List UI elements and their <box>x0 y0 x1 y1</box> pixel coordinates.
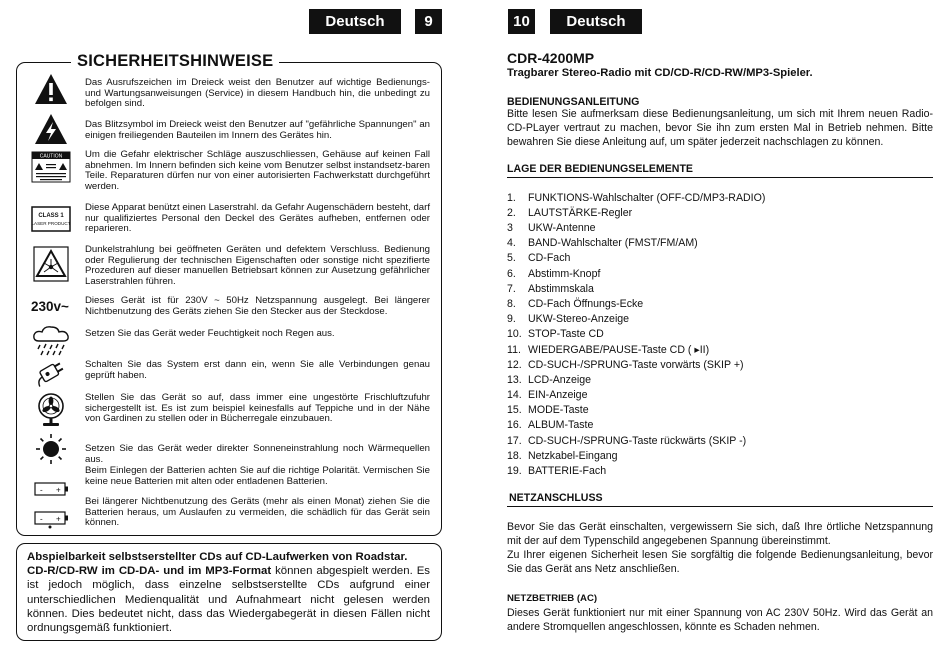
plug-icon <box>26 356 76 388</box>
voltage-230v-icon: 230v~ <box>31 299 69 314</box>
mains-heading: NETZBETRIEB (AC) <box>507 593 598 604</box>
safety-item-laser-radiation: Dunkelstrahlung bei geöffneten Geräten und defektem Verschluss. Bedienung oder Regulierung der technischen Eigenschaften oder sonstige nicht spezifierte Prozeduren auf dieser manuellen Betriebsart können zur Ausetzung gefährlicher Laserstrahlen führen. <box>85 244 430 287</box>
language-tab-left: Deutsch <box>309 9 401 34</box>
power-text-1: Bevor Sie das Gerät einschalten, vergewissern Sie sich, daß Ihre örtliche Netzspannung mit der auf dem Typenschild angegebenen Spannung übereinstimmt. <box>507 521 933 547</box>
control-item: 9. UKW-Stereo-Anzeige <box>507 313 630 325</box>
instructions-text: Bitte lesen Sie aufmerksam diese Bedienungsanleitung, um sich mit Ihrem neuen Radio-CD-PLayer vertraut zu machen, bevor Sie ihn zum ersten Mal in Betrieb nehmen. Bitte bewahren Sie diese Anleitung auf, um später jederzeit nachschlagen zu können. <box>507 108 933 148</box>
model-name: CDR-4200MP <box>507 50 595 66</box>
safety-title: SICHERHEITSHINWEISE <box>71 52 279 71</box>
safety-item-battery-removal: Bei längerer Nichtbenutzung des Geräts (mehr als einen Monat) ziehen Sie die Batterien heraus, um Auslaufen zu vermeiden, die schädlich für das Gerät sein können. <box>85 496 430 529</box>
mains-text: Dieses Gerät funktioniert nur mit einer Spannung von AC 230V 50Hz. Wird das Gerät an andere Stromquellen angeschlossen, könnte es Schaden nehmen. <box>507 607 933 633</box>
safety-item-lightning: Das Blitzsymbol im Dreieck weist den Benutzer auf "gefährliche Spannungen" an einigen freiliegenden Bauteilen im Innern des Gerätes hin. <box>85 119 430 141</box>
control-item: 11. WIEDERGABE/PAUSE-Taste CD ( ▸II) <box>507 344 710 356</box>
svg-text:-: - <box>40 485 43 495</box>
control-item: 3 UKW-Antenne <box>507 222 596 234</box>
exclamation-triangle-icon <box>26 72 76 106</box>
control-item: 14. EIN-Anzeige <box>507 389 588 401</box>
control-item: 6. Abstimm-Knopf <box>507 268 601 280</box>
sun-icon <box>26 432 76 466</box>
control-item: 8. CD-Fach Öffnungs-Ecke <box>507 298 644 310</box>
control-item: 4. BAND-Wahlschalter (FMST/FM/AM) <box>507 237 698 249</box>
cd-notice-text: können abgespielt werden. Es ist jedoch möglich, dass einzelne selbstserstellte CDs aufgrund einer unterschiedlichen Medienqualität und Aufnahmeart nicht gelesen werden können. Dies bedeutet nicht, dass das Wiedergabegerät in diesen Fällen nicht ordnungsgemäß funktioniert. <box>27 565 430 635</box>
product-subtitle: Tragbarer Stereo-Radio mit CD/CD-R/CD-RW/MP3-Spieler. <box>507 67 813 79</box>
fan-icon <box>26 390 76 428</box>
svg-text:LASER PRODUCT: LASER PRODUCT <box>31 221 71 226</box>
power-text-2: Zu Ihrer eigenen Sicherheit lesen Sie sorgfältig die folgende Bedienungsanleitung, bevor Sie das Gerät ans Netz anschließen. <box>507 549 933 575</box>
control-item: 2. LAUTSTÄRKE-Regler <box>507 207 633 219</box>
instructions-heading: BEDIENUNGSANLEITUNG <box>507 96 640 108</box>
laser-radiation-icon <box>26 244 76 284</box>
svg-text:+: + <box>56 485 61 495</box>
svg-text:+: + <box>56 514 61 524</box>
control-item: 1. FUNKTIONS-Wahlschalter (OFF-CD/MP3-RADIO) <box>507 192 766 204</box>
lightning-triangle-icon <box>26 113 76 145</box>
control-item: 16. ALBUM-Taste <box>507 419 594 431</box>
control-item: 17. CD-SUCH-/SPRUNG-Taste rückwärts (SKIP -) <box>507 435 747 447</box>
language-tab-right: Deutsch <box>550 9 642 34</box>
controls-heading: LAGE DER BEDIENUNGSELEMENTE <box>507 163 693 175</box>
safety-item-connections: Schalten Sie das System erst dann ein, wenn Sie alle Verbindungen genau geprüft haben. <box>85 359 430 381</box>
safety-item-battery-polarity: Beim Einlegen der Batterien achten Sie auf die richtige Polarität. Vermischen Sie keine neue Batterien mit alten oder entladenen Batterien. <box>85 465 430 487</box>
battery-polarity-icon <box>28 478 74 500</box>
cd-notice-body <box>27 564 430 635</box>
svg-text:CAUTION: CAUTION <box>39 153 63 160</box>
controls-heading-rule <box>507 177 933 178</box>
safety-item-ventilation: Stellen Sie das Gerät so auf, dass immer eine ungestörte Frischluftzufuhr sichergestellt ist. Es ist zum beispiel keinesfalls auf Teppiche und in der Nähe von Gardinen zu stellen oder in Bücherregale einzubauen. <box>85 392 430 425</box>
control-item: 10. STOP-Taste CD <box>507 328 604 340</box>
class1-laser-label-icon <box>26 204 76 234</box>
safety-item-laser-class: Diese Apparat benützt einen Laserstrahl. da Gefahr Augenschädern besteht, darf nur qualifiziertes Personal den Deckel des Gerätes aufheben, entfernen oder reparieren. <box>85 202 430 235</box>
control-item: 18. Netzkabel-Eingang <box>507 450 618 462</box>
safety-item-caution: Um die Gefahr elektrischer Schläge auszuschliessen, Gehäuse auf keinen Fall abnehmen. Im Innern befinden sich keine vom Benutzer selbst instandsetz-baren Teile. Reparaturen dürfen nur von einer autorisierten Fachwerkstatt durchgeführt werden. <box>85 149 430 192</box>
control-item: 7. Abstimmskala <box>507 283 594 295</box>
control-item: 12. CD-SUCH-/SPRUNG-Taste vorwärts (SKIP +) <box>507 359 744 371</box>
safety-item-exclamation: Das Ausrufszeichen im Dreieck weist den Benutzer auf wichtige Bedienungs- und Wartungsanweisungen (Service) in diesem Handbuch hin, die unbedingt zu befolgen sind. <box>85 77 430 110</box>
battery-remove-icon <box>28 505 74 531</box>
svg-text:-: - <box>40 514 43 524</box>
rain-cloud-icon <box>26 324 76 358</box>
page-number-right: 10 <box>508 9 535 34</box>
control-item: 5. CD-Fach <box>507 252 571 264</box>
svg-text:CLASS 1: CLASS 1 <box>38 213 64 219</box>
control-item: 19. BATTERIE-Fach <box>507 465 607 477</box>
cd-notice-heading: Abspielbarkeit selbstserstellter CDs auf CD-Laufwerken von Roadstar. <box>27 551 408 563</box>
cd-compatibility-notice <box>16 543 442 641</box>
safety-item-voltage: Dieses Gerät ist für 230V ~ 50Hz Netzspannung ausgelegt. Bei längerer Nichtbenutzung des Geräts ziehen Sie den Stecker aus der Steckdose. <box>85 295 430 317</box>
power-heading: NETZANSCHLUSS <box>509 492 603 504</box>
cd-notice-formats: CD-R/CD-RW im CD-DA- und im MP3-Format <box>27 565 272 578</box>
caution-label-icon <box>26 150 76 184</box>
power-heading-rule <box>507 506 933 507</box>
page-number-left: 9 <box>415 9 442 34</box>
control-item: 15. MODE-Taste <box>507 404 589 416</box>
control-item: 13. LCD-Anzeige <box>507 374 592 386</box>
safety-item-moisture: Setzen Sie das Gerät weder Feuchtigkeit noch Regen aus. <box>85 328 335 339</box>
safety-item-sunlight: Setzen Sie das Gerät weder direkter Sonneneinstrahlung noch Wärmequellen aus. <box>85 443 430 465</box>
